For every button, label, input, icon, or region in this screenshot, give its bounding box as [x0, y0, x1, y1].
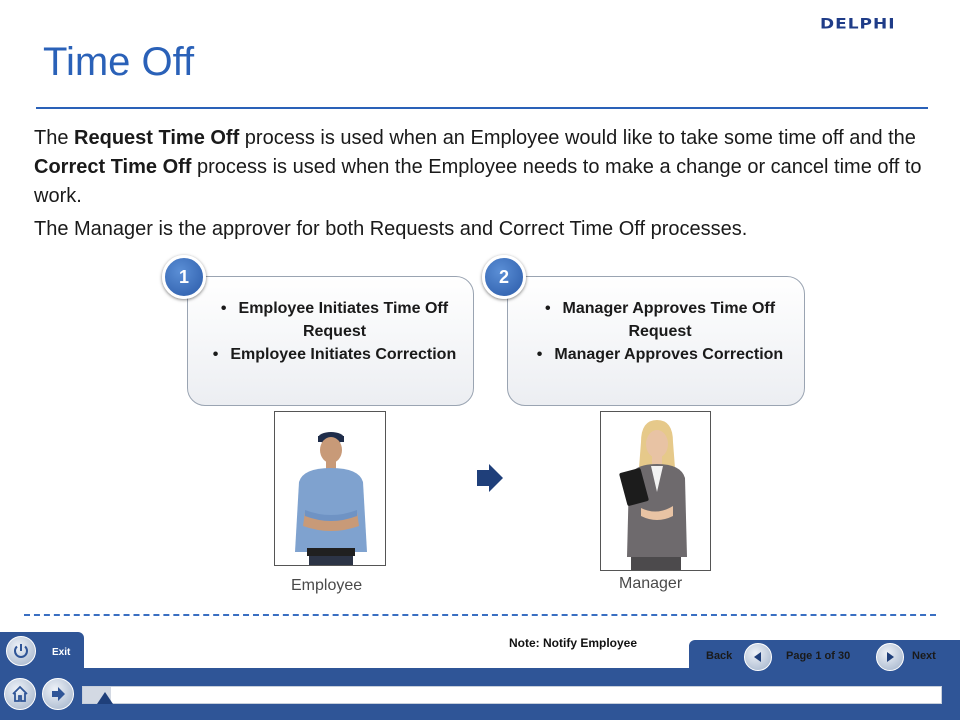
slide-body [34, 124, 924, 248]
power-icon [12, 642, 30, 660]
back-arrow-icon [751, 650, 765, 664]
manager-photo [600, 411, 711, 571]
back-button[interactable] [744, 643, 772, 671]
delphi-logo: DELPHI [820, 15, 896, 33]
progress-bar[interactable] [82, 686, 942, 704]
exit-label[interactable]: Exit [52, 647, 71, 658]
right-arrow-icon [475, 463, 505, 493]
step-1-item: • Employee Initiates Time Off Request [208, 297, 461, 343]
step-1-badge: 1 [162, 255, 206, 299]
title-divider [36, 107, 928, 109]
next-arrow-icon [883, 650, 897, 664]
home-icon [11, 685, 29, 703]
page-indicator: Page 1 of 30 [786, 650, 851, 662]
employee-caption: Employee [291, 577, 363, 594]
home-button[interactable] [4, 678, 36, 710]
exit-button[interactable] [6, 636, 36, 666]
intro-text-3: process is used when the Employee needs to make a change or cancel time off to work. [34, 156, 922, 207]
step-2-list [528, 297, 792, 366]
step-2-item: • Manager Approves Time Off Request [528, 297, 792, 343]
intro-bold-request: Request Time Off [74, 127, 240, 149]
next-label[interactable]: Next [912, 650, 936, 662]
forward-arrow-icon [49, 685, 67, 703]
step-2-badge: 2 [482, 255, 526, 299]
step-box-manager [507, 276, 805, 406]
step-1-item: • Employee Initiates Correction [208, 343, 461, 366]
employee-illustration [275, 412, 386, 566]
manager-caption: Manager [619, 575, 683, 592]
step-box-employee [187, 276, 474, 406]
forward-button[interactable] [42, 678, 74, 710]
intro-bold-correct: Correct Time Off [34, 156, 192, 178]
intro-text-1: The [34, 127, 75, 149]
intro-paragraph [34, 124, 924, 211]
footer-divider [24, 614, 936, 616]
step-1-list [208, 297, 461, 366]
employee-photo [274, 411, 386, 566]
next-button[interactable] [876, 643, 904, 671]
page-title: Time Off [43, 40, 195, 84]
notify-note: Note: Notify Employee [509, 636, 638, 650]
intro-text-2: process is used when an Employee would like to take some time off and the [239, 127, 916, 149]
progress-thumb[interactable] [97, 692, 113, 704]
step-2-item: • Manager Approves Correction [528, 343, 792, 366]
back-label[interactable]: Back [706, 650, 733, 662]
approver-paragraph: The Manager is the approver for both Requests and Correct Time Off processes. [34, 218, 748, 240]
manager-illustration [601, 412, 711, 571]
